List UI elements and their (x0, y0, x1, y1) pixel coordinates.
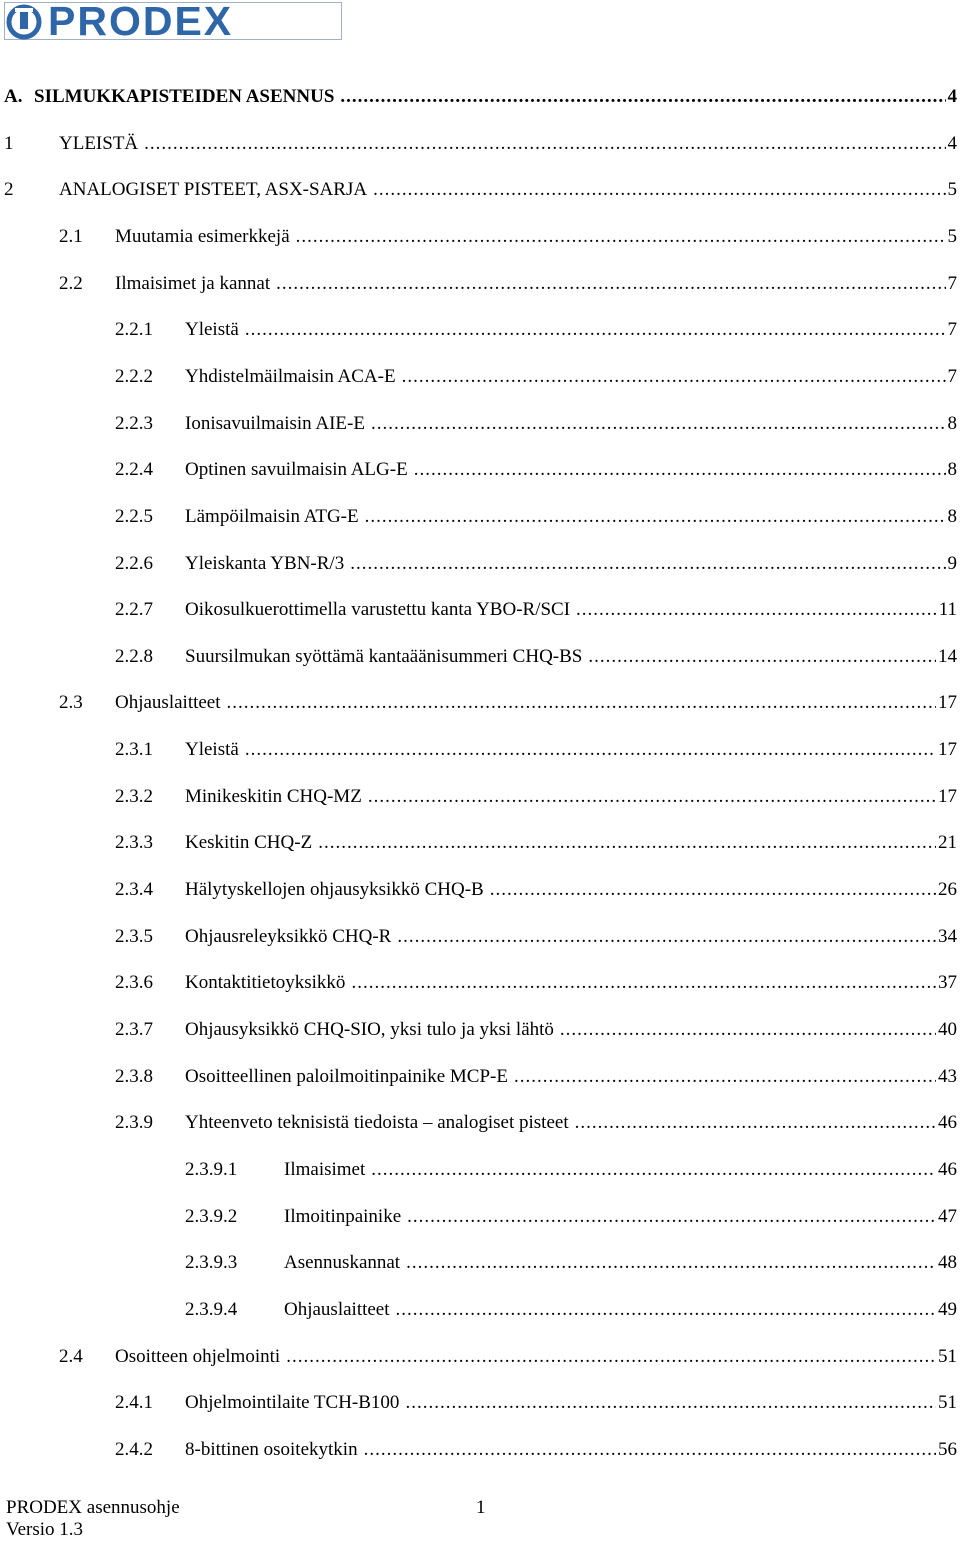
toc-entry-number: 2.2.1 (115, 319, 153, 340)
toc-entry-page: 51 (938, 1392, 957, 1413)
toc-dot-leader (340, 84, 945, 110)
toc-entry[interactable] (0, 1204, 960, 1230)
toc-entry-page: 8 (947, 459, 957, 480)
toc-entry-number: 2.4.1 (115, 1392, 153, 1413)
toc-entry[interactable] (0, 1157, 960, 1183)
toc-entry-page: 56 (938, 1439, 957, 1460)
toc-dot-leader (560, 1017, 936, 1043)
toc-dot-leader (350, 551, 945, 577)
toc-entry-number: 2.3.1 (115, 739, 153, 760)
toc-entry-number: 2.3.7 (115, 1019, 153, 1040)
toc-entry-title: Osoitteen ohjelmointi (115, 1346, 281, 1367)
toc-entry-title: ANALOGISET PISTEET, ASX-SARJA (59, 179, 368, 200)
toc-dot-leader (414, 457, 946, 483)
toc-entry-number: 2.3.9.1 (185, 1159, 238, 1180)
toc-entry[interactable] (0, 1344, 960, 1370)
footer-version: Versio 1.3 (6, 1519, 84, 1540)
toc-entry-page: 4 (947, 133, 957, 154)
toc-entry-title: Ohjausreleyksikkö CHQ-R (185, 926, 392, 947)
toc-dot-leader (371, 411, 946, 437)
toc-dot-leader (245, 737, 936, 763)
toc-entry-page: 4 (947, 86, 957, 107)
toc-entry-title: YLEISTÄ (59, 133, 139, 154)
toc-entry-number: 2.3.9 (115, 1112, 153, 1133)
toc-entry-title: Suursilmukan syöttämä kantaäänisummeri CHQ-BS (185, 646, 583, 667)
toc-entry[interactable] (0, 1437, 960, 1463)
toc-entry-page: 34 (938, 926, 957, 947)
toc-entry-title: Ilmaisimet ja kannat (115, 273, 271, 294)
toc-entry[interactable] (0, 1110, 960, 1136)
toc-entry-title: Osoitteellinen paloilmoitinpainike MCP-E (185, 1066, 508, 1087)
toc-entry-page: 46 (938, 1112, 957, 1133)
toc-entry-page: 46 (938, 1159, 957, 1180)
toc-entry-number: 2.3.3 (115, 832, 153, 853)
toc-entry[interactable] (0, 1064, 960, 1090)
toc-entry-page: 7 (947, 366, 957, 387)
toc-dot-leader (406, 1250, 936, 1276)
toc-entry-title: Hälytyskellojen ohjausyksikkö CHQ-B (185, 879, 484, 900)
toc-dot-leader (514, 1064, 936, 1090)
toc-entry[interactable] (0, 224, 960, 250)
toc-entry-title: Yhteenveto teknisistä tiedoista – analogiset pisteet (185, 1112, 569, 1133)
toc-entry-page: 48 (938, 1252, 957, 1273)
toc-entry-title: Ilmaisimet (284, 1159, 366, 1180)
toc-entry[interactable] (0, 784, 960, 810)
toc-entry[interactable] (0, 271, 960, 297)
logo-wordmark: PRODEX (48, 0, 234, 44)
toc-entry-number: 2.3.8 (115, 1066, 153, 1087)
toc-entry-title: Ohjauslaitteet (284, 1299, 390, 1320)
toc-entry-title: Lämpöilmaisin ATG-E (185, 506, 359, 527)
toc-entry-page: 8 (947, 413, 957, 434)
toc-entry-title: Asennuskannat (284, 1252, 401, 1273)
toc-dot-leader (286, 1344, 936, 1370)
toc-entry[interactable] (0, 84, 960, 110)
toc-dot-leader (396, 1297, 936, 1323)
toc-entry[interactable] (0, 504, 960, 530)
toc-entry-title: SILMUKKAPISTEIDEN ASENNUS (34, 86, 335, 107)
toc-entry-number: 2.2.3 (115, 413, 153, 434)
toc-entry[interactable] (0, 131, 960, 157)
toc-dot-leader (373, 177, 945, 203)
toc-entry-page: 5 (947, 226, 957, 247)
prodex-logo (4, 2, 344, 42)
toc-entry-page: 40 (938, 1019, 957, 1040)
toc-entry-number: 2.1 (59, 226, 83, 247)
toc-entry-number: 2.3.2 (115, 786, 153, 807)
toc-entry[interactable] (0, 1250, 960, 1276)
toc-entry-number: 1 (4, 133, 14, 154)
toc-entry[interactable] (0, 737, 960, 763)
toc-dot-leader (588, 644, 936, 670)
toc-entry-number: 2.2.5 (115, 506, 153, 527)
toc-entry-number: 2.4.2 (115, 1439, 153, 1460)
toc-entry-number: 2.3.9.3 (185, 1252, 238, 1273)
footer-page-number: 1 (476, 1497, 486, 1518)
toc-entry-number: 2.3.4 (115, 879, 153, 900)
toc-dot-leader (371, 1157, 936, 1183)
toc-entry-number: 2.2 (59, 273, 83, 294)
toc-entry[interactable] (0, 877, 960, 903)
toc-entry-number: 2.4 (59, 1346, 83, 1367)
toc-dot-leader (576, 597, 937, 623)
toc-dot-leader (144, 131, 945, 157)
toc-entry-page: 47 (938, 1206, 957, 1227)
toc-entry-title: Yleistä (185, 739, 239, 760)
toc-entry-number: 2.3.6 (115, 972, 153, 993)
toc-dot-leader (365, 504, 946, 530)
toc-entry-page: 7 (947, 319, 957, 340)
toc-entry-page: 14 (938, 646, 957, 667)
toc-entry-title: Ohjelmointilaite TCH-B100 (185, 1392, 400, 1413)
toc-entry-title: Minikeskitin CHQ-MZ (185, 786, 362, 807)
toc-dot-leader (351, 970, 936, 996)
toc-entry-page: 43 (938, 1066, 957, 1087)
toc-entry[interactable] (0, 317, 960, 343)
toc-dot-leader (407, 1204, 936, 1230)
toc-entry-number: 2.2.4 (115, 459, 153, 480)
toc-entry-title: Keskitin CHQ-Z (185, 832, 313, 853)
toc-entry-page: 49 (938, 1299, 957, 1320)
toc-dot-leader (368, 784, 936, 810)
toc-entry-page: 17 (938, 739, 957, 760)
toc-entry-title: Optinen savuilmaisin ALG-E (185, 459, 408, 480)
toc-entry-title: 8-bittinen osoitekytkin (185, 1439, 358, 1460)
toc-dot-leader (405, 1390, 936, 1416)
toc-dot-leader (227, 690, 936, 716)
toc-entry[interactable] (0, 1297, 960, 1323)
toc-entry-title: Muutamia esimerkkejä (115, 226, 290, 247)
toc-entry-page: 8 (947, 506, 957, 527)
toc-dot-leader (296, 224, 946, 250)
toc-dot-leader (575, 1110, 936, 1136)
toc-entry[interactable] (0, 364, 960, 390)
toc-entry-number: 2.3 (59, 692, 83, 713)
toc-entry-page: 21 (938, 832, 957, 853)
toc-entry-number: 2.3.5 (115, 926, 153, 947)
toc-entry-page: 17 (938, 786, 957, 807)
toc-entry[interactable] (0, 924, 960, 950)
toc-entry-title: Ohjauslaitteet (115, 692, 221, 713)
toc-dot-leader (245, 317, 946, 343)
toc-entry[interactable] (0, 411, 960, 437)
toc-entry[interactable] (0, 177, 960, 203)
toc-entry[interactable] (0, 690, 960, 716)
toc-dot-leader (364, 1437, 936, 1463)
toc-entry[interactable] (0, 644, 960, 670)
toc-entry-page: 51 (938, 1346, 957, 1367)
toc-entry[interactable] (0, 551, 960, 577)
toc-entry-page: 17 (938, 692, 957, 713)
toc-entry-number: 2.2.7 (115, 599, 153, 620)
toc-entry-title: Oikosulkuerottimella varustettu kanta YBO-R/SCI (185, 599, 571, 620)
toc-entry-title: Yleistä (185, 319, 239, 340)
toc-dot-leader (402, 364, 946, 390)
toc-entry[interactable] (0, 597, 960, 623)
toc-entry-page: 11 (938, 599, 957, 620)
toc-entry-number: 2.3.9.2 (185, 1206, 238, 1227)
toc-entry-title: Ionisavuilmaisin AIE-E (185, 413, 365, 434)
toc-entry[interactable] (0, 1017, 960, 1043)
toc-dot-leader (318, 830, 936, 856)
toc-entry-title: Ohjausyksikkö CHQ-SIO, yksi tulo ja yksi lähtö (185, 1019, 554, 1040)
toc-entry-title: Ilmoitinpainike (284, 1206, 402, 1227)
toc-entry-page: 7 (947, 273, 957, 294)
toc-dot-leader (490, 877, 936, 903)
prodex-logo-icon (6, 4, 44, 40)
toc-dot-leader (276, 271, 945, 297)
toc-entry-page: 26 (938, 879, 957, 900)
toc-entry-page: 9 (947, 553, 957, 574)
toc-entry-number: 2 (4, 179, 14, 200)
toc-entry-title: Kontaktitietoyksikkö (185, 972, 346, 993)
toc-entry[interactable] (0, 830, 960, 856)
toc-entry-title: Yleiskanta YBN-R/3 (185, 553, 345, 574)
toc-entry-number: 2.2.2 (115, 366, 153, 387)
toc-entry-number: 2.2.6 (115, 553, 153, 574)
toc-entry-page: 5 (947, 179, 957, 200)
toc-entry-page: 37 (938, 972, 957, 993)
toc-entry[interactable] (0, 970, 960, 996)
toc-entry-number: 2.2.8 (115, 646, 153, 667)
toc-entry[interactable] (0, 1390, 960, 1416)
footer-doc-title: PRODEX asennusohje (6, 1497, 180, 1518)
toc-entry-title: Yhdistelmäilmaisin ACA-E (185, 366, 396, 387)
toc-dot-leader (397, 924, 936, 950)
toc-entry-number: A. (4, 86, 23, 107)
toc-entry-number: 2.3.9.4 (185, 1299, 238, 1320)
toc-entry[interactable] (0, 457, 960, 483)
